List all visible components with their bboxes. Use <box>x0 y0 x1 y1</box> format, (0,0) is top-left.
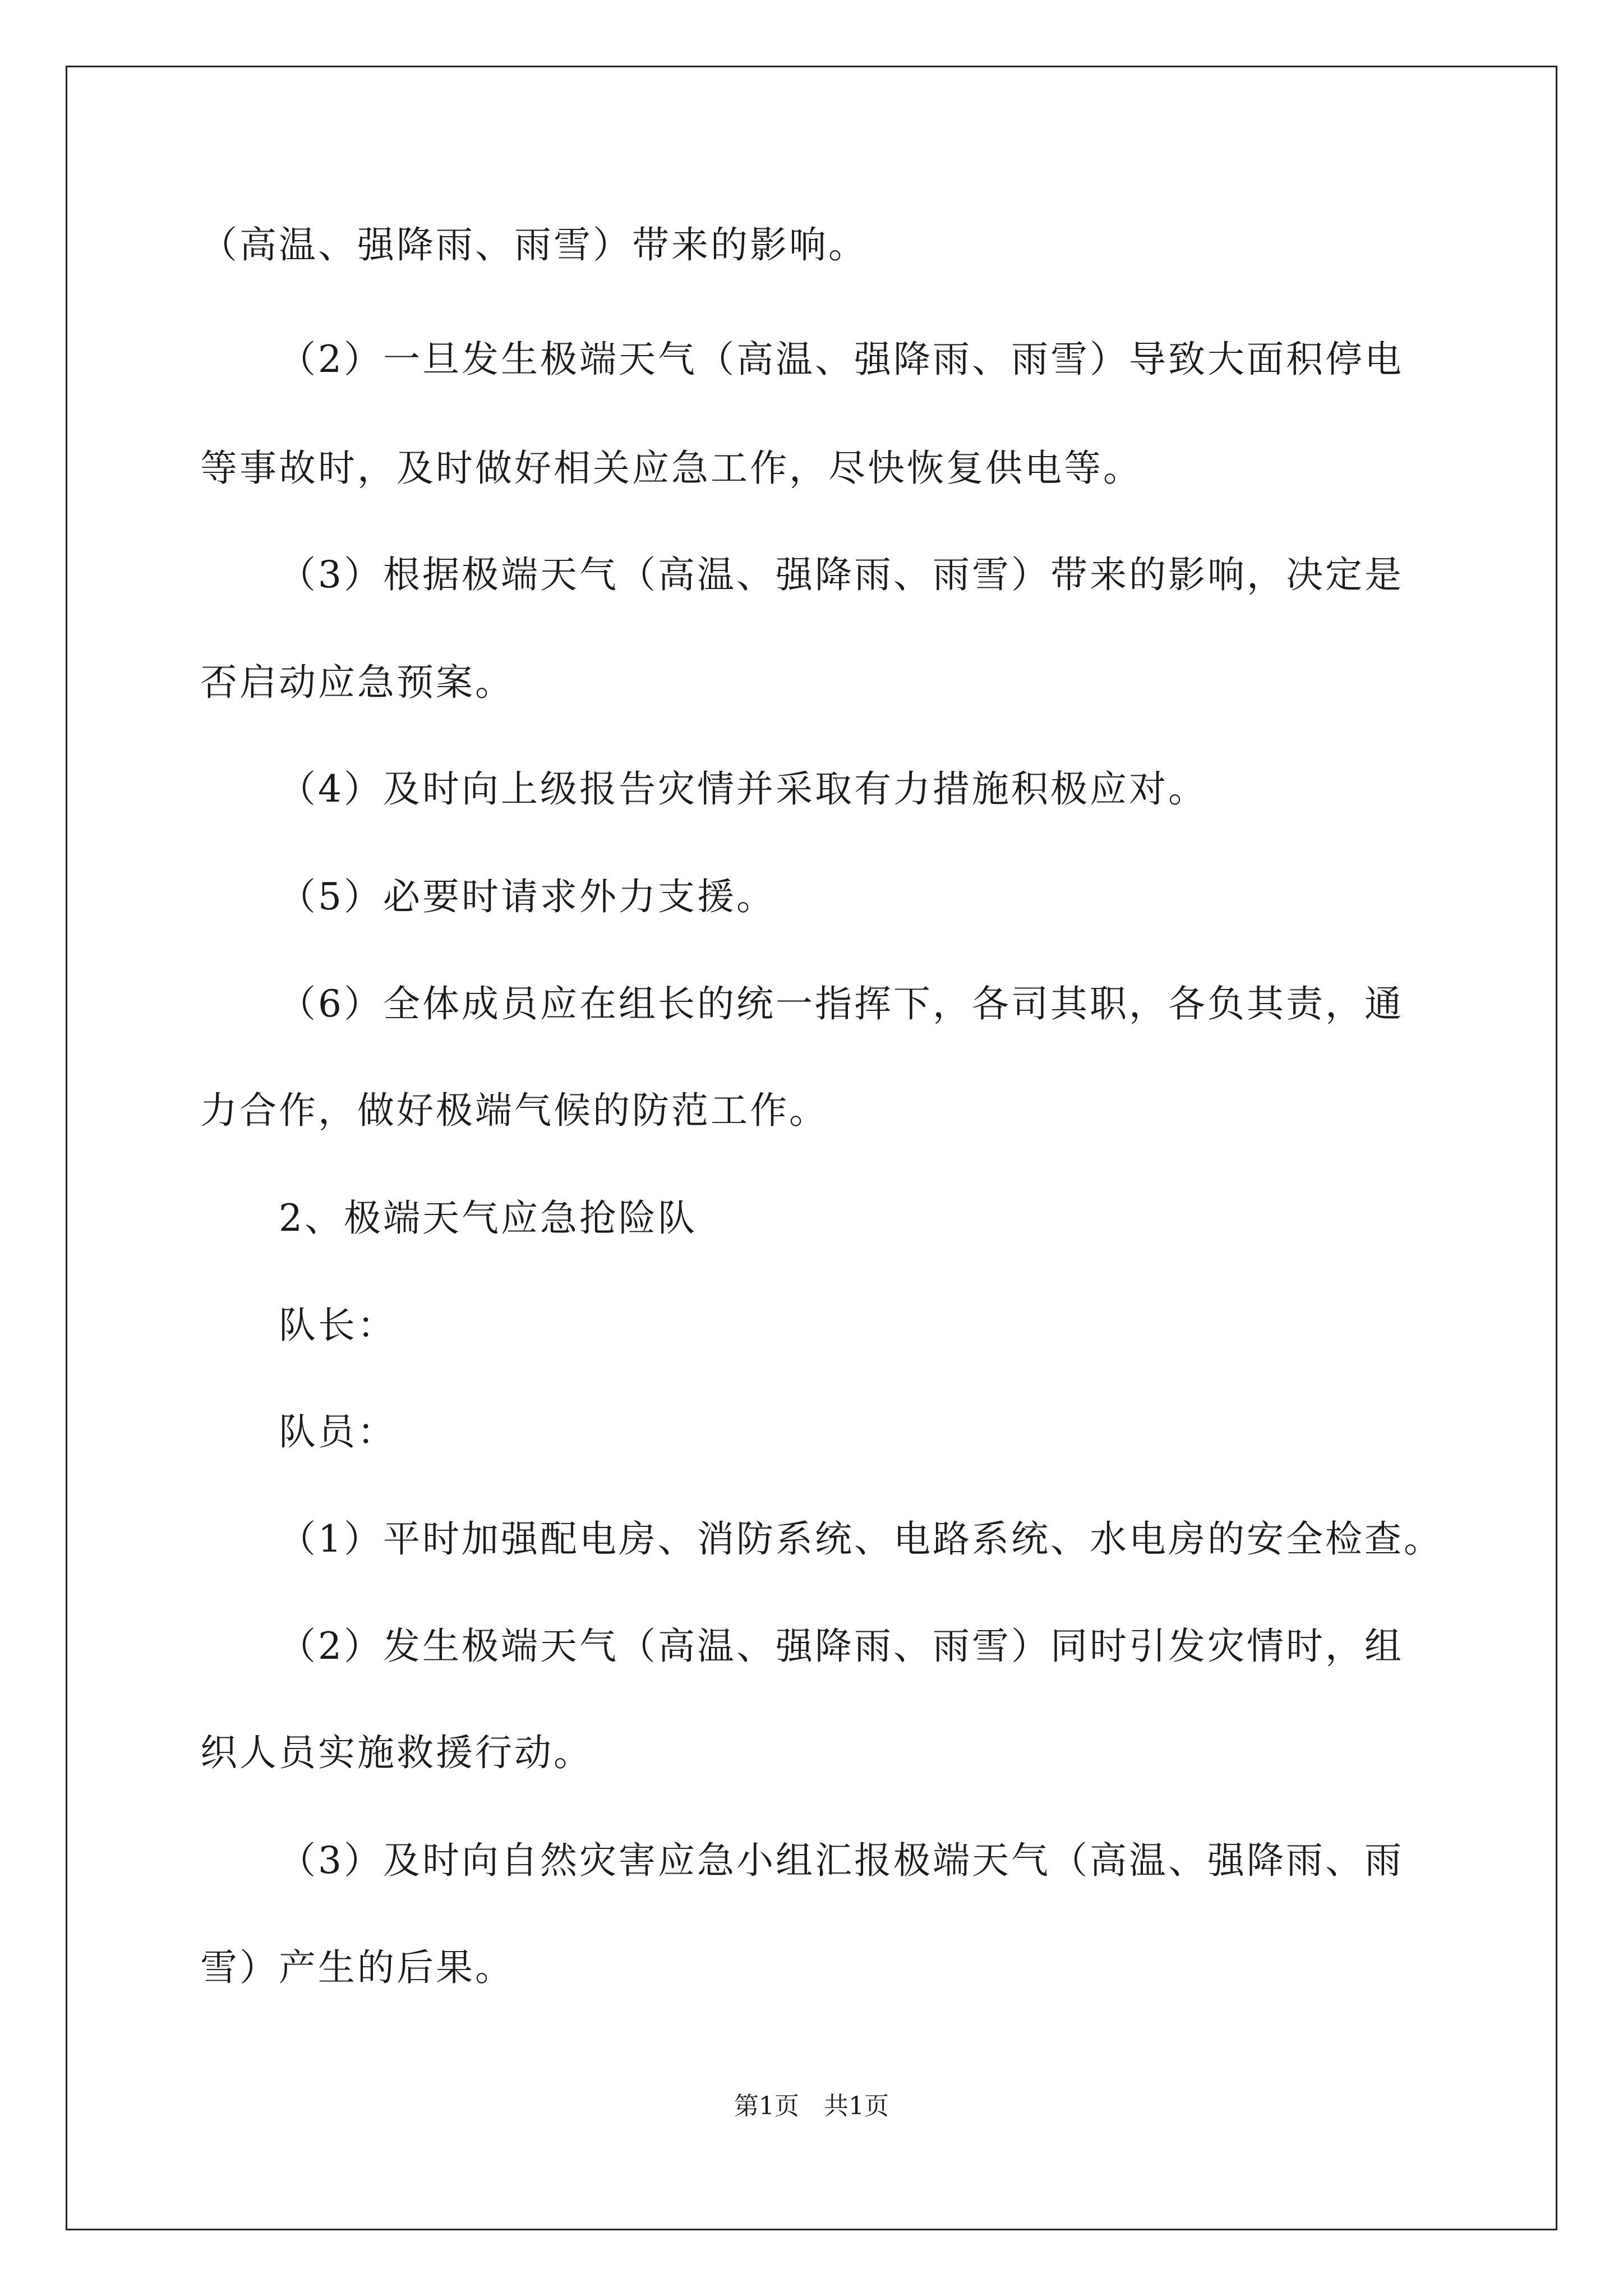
text-line: （4）及时向上级报告灾情并采取有力措施积极应对。 <box>279 767 1207 811</box>
text-line: 否启动应急预案。 <box>200 661 514 704</box>
text-line: 队员： <box>279 1410 396 1453</box>
text-line: 等事故时，及时做好相关应急工作，尽快恢复供电等。 <box>200 447 1142 490</box>
page-footer: 第1页 共1页 <box>734 2092 889 2120</box>
page-border <box>66 66 1557 2230</box>
text-line: （6）全体成员应在组长的统一指挥下，各司其职，各负其责，通 <box>279 982 1404 1025</box>
text-line: （3）根据极端天气（高温、强降雨、雨雪）带来的影响，决定是 <box>279 553 1404 596</box>
text-line: 雪）产生的后果。 <box>200 1946 514 1989</box>
text-line: （5）必要时请求外力支援。 <box>279 875 776 918</box>
text-line: （2）发生极端天气（高温、强降雨、雨雪）同时引发灾情时，组 <box>279 1625 1404 1668</box>
text-line: （3）及时向自然灾害应急小组汇报极端天气（高温、强降雨、雨 <box>279 1839 1404 1882</box>
text-line: （2）一旦发生极端天气（高温、强降雨、雨雪）导致大面积停电 <box>279 338 1404 381</box>
text-line: 织人员实施救援行动。 <box>200 1731 593 1774</box>
text-line: （高温、强降雨、雨雪）带来的影响。 <box>200 223 868 266</box>
section-heading: 2、极端天气应急抢险队 <box>279 1197 697 1240</box>
text-line: 力合作，做好极端气候的防范工作。 <box>200 1089 828 1132</box>
text-line: 队长： <box>279 1304 396 1347</box>
text-line: （1）平时加强配电房、消防系统、电路系统、水电房的安全检查。 <box>279 1517 1443 1561</box>
